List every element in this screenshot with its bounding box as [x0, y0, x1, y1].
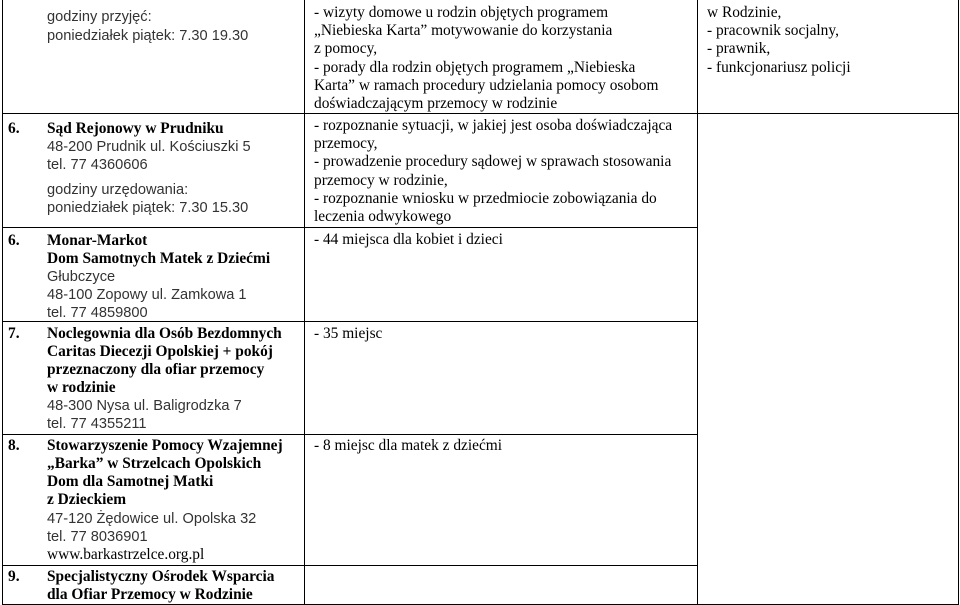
entry-name: w rodzinie — [47, 379, 116, 396]
service-line: - rozpoznanie wniosku w przedmiocie zobowiązania do — [314, 190, 657, 207]
entry-hours: poniedziałek piątek: 7.30 15.30 — [47, 200, 249, 216]
staff-line: - funkcjonariusz policji — [707, 59, 851, 76]
service-line: „Niebieska Karta” motywowanie do korzystania — [314, 22, 613, 39]
capacity-text: - 8 miejsc dla matek z dziećmi — [314, 437, 503, 454]
entry-name: z Dzieckiem — [47, 491, 127, 508]
entry-address: 48-100 Zopowy ul. Zamkowa 1 — [47, 287, 247, 303]
entry-name: Stowarzyszenie Pomocy Wzajemnej — [47, 437, 283, 454]
entry-website: www.barkastrzelce.org.pl — [47, 546, 205, 563]
entry-number: 8. — [8, 437, 20, 454]
hours-label: godziny przyjęć: — [47, 9, 152, 25]
staff-line: - pracownik socjalny, — [707, 22, 839, 39]
service-line: - wizyty domowe u rodzin objętych programem — [314, 4, 609, 21]
entry-address: 47-120 Żędowice ul. Opolska 32 — [47, 511, 257, 527]
column-staff — [698, 0, 958, 605]
service-line: - porady dla rodzin objętych programem „Niebieska — [314, 59, 636, 76]
entry-name: Noclegownia dla Osób Bezdomnych — [47, 325, 282, 342]
capacity-text: - 44 miejsca dla kobiet i dzieci — [314, 231, 503, 248]
entry-address: Głubczyce — [47, 269, 116, 285]
entry-name: Monar-Markot — [47, 232, 148, 249]
entry-name: Specjalistyczny Ośrodek Wsparcia — [47, 568, 275, 585]
entry-name: przeznaczony dla ofiar przemocy — [47, 361, 265, 378]
entry-name: Dom Samotnych Matek z Dziećmi — [47, 250, 271, 267]
entry-name: Dom dla Samotnej Matki — [47, 473, 214, 490]
column-services — [305, 0, 697, 605]
entry-name: Caritas Diecezji Opolskiej + pokój — [47, 343, 273, 360]
service-line: leczenia odwykowego — [314, 208, 452, 225]
service-line: przemocy, — [314, 135, 378, 152]
service-line: - rozpoznanie sytuacji, w jakiej jest osoba doświadczająca — [314, 117, 673, 134]
entry-address: 48-200 Prudnik ul. Kościuszki 5 — [47, 139, 251, 155]
staff-line: w Rodzinie, — [707, 4, 782, 21]
service-line: Karta” w ramach procedury udzielania pomocy osobom — [314, 77, 659, 94]
table-border-right — [958, 0, 959, 605]
column-institutions — [0, 0, 304, 605]
entry-name: „Barka” w Strzelcach Opolskich — [47, 455, 262, 472]
entry-address: 48-300 Nysa ul. Baligrodzka 7 — [47, 398, 242, 414]
entry-number: 6. — [8, 120, 20, 137]
entry-phone: tel. 77 4355211 — [47, 416, 147, 432]
entry-phone: tel. 77 4360606 — [47, 157, 148, 173]
entry-name: Sąd Rejonowy w Prudniku — [47, 120, 224, 137]
service-line: z pomocy, — [314, 40, 378, 57]
entry-number: 6. — [8, 232, 20, 249]
service-line: doświadczającym przemocy w rodzinie — [314, 95, 558, 112]
entry-phone: tel. 77 4859800 — [47, 305, 148, 321]
entry-hours-label: godziny urzędowania: — [47, 182, 189, 198]
hours-value: poniedziałek piątek: 7.30 19.30 — [47, 28, 249, 44]
entry-name: dla Ofiar Przemocy w Rodzinie — [47, 586, 253, 603]
entry-number: 7. — [8, 325, 20, 342]
entry-phone: tel. 77 8036901 — [47, 529, 148, 545]
staff-line: - prawnik, — [707, 40, 771, 57]
service-line: przemocy w rodzinie, — [314, 172, 448, 189]
entry-number: 9. — [8, 568, 20, 585]
capacity-text: - 35 miejsc — [314, 325, 383, 342]
service-line: - prowadzenie procedury sądowej w sprawach stosowania — [314, 153, 672, 170]
